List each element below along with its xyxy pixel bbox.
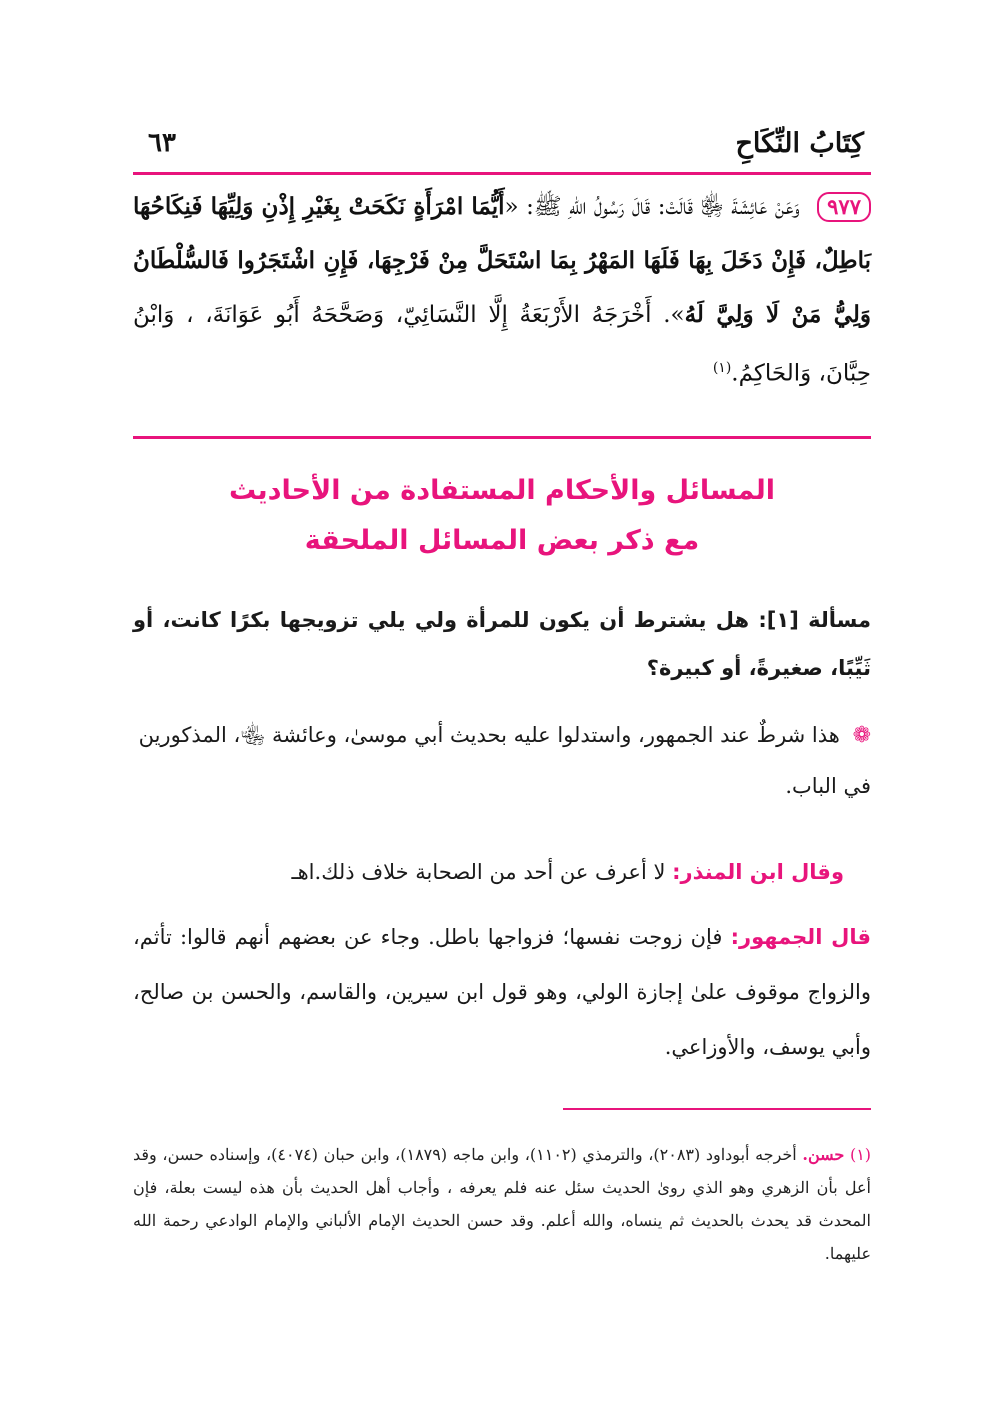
hadith-number-badge: ٩٧٧ (817, 192, 871, 222)
footnote-divider (563, 1108, 871, 1110)
hadith-intro: وَعَنْ عَائِشَةَ ﵂ قَالَتْ: قَالَ رَسُولُ اللهِ ﷺ: « (504, 194, 800, 220)
flower-ornament-icon: ❁ (852, 723, 871, 748)
answer3-text: فإن زوجت نفسها؛ فزواجها باطل. وجاء عن بعضهم أنهم قالوا: تأثم، والزواج موقوف علىٰ إجازة الولي، وهو قول ابن سيرين، والقاسم، والحسن بن صالح، وأبي يوسف، والأوزاعي. (133, 925, 871, 1059)
footnote-text: أخرجه أبوداود (٢٠٨٣)، والترمذي (١١٠٢)، وابن ماجه (١٨٧٩)، وابن حبان (٤٠٧٤)، وإسناده حسن، وقد أعل بأن الزهري وهو الذي روىٰ الحديث سئل عنه فلم يعرفه ، وأجاب أهل الحديث بأن هذه ليست بعلة، فإن المحدث قد يحدث بالحديث ثم ينساه، والله أعلم. وقد حسن الحديث الإمام الألباني والإمام الوادعي رحمة الله عليهما. (133, 1145, 871, 1263)
footnote-number: (١) (849, 1145, 872, 1164)
ibn-almundhir-label: وقال ابن المنذر: (672, 860, 844, 884)
question-paragraph (133, 596, 871, 692)
section-title-line2: مع ذكر بعض المسائل الملحقة (304, 525, 700, 556)
answer-paragraph-2 (133, 848, 844, 896)
hadith-matn: أَيُّمَا امْرَأَةٍ نَكَحَتْ بِغَيْرِ إِذْنِ وَلِيِّهَا فَنِكَاحُهَا بَاطِلٌ، فَإِنْ دَخَلَ بِهَا فَلَهَا المَهْرُ بِمَا اسْتَحَلَّ مِنْ فَرْجِهَا، فَإِنِ اشْتَجَرُوا فَالسُّلْطَانُ وَلِيُّ مَنْ لَا وَلِيَّ لَهُ (133, 193, 872, 328)
answer-paragraph-1 (133, 710, 871, 811)
header-divider (133, 172, 871, 175)
hadith-outro: ». أَخْرَجَهُ الأَرْبَعَةُ إِلَّا النَّسَائِيّ، وَصَحَّحَهُ أَبُو عَوَانَةَ، ، وَابْنُ حِبَّانَ، وَالحَاكِمُ. (133, 302, 871, 387)
jumhur-label: قال الجمهور: (730, 925, 871, 949)
page-header (140, 128, 864, 168)
answer-paragraph-3 (133, 910, 871, 1075)
footnote-grade: حسن. (802, 1145, 845, 1164)
question-text: هل يشترط أن يكون للمرأة ولي يلي تزويجها بكرًا كانت، أو ثَيِّبًا، صغيرةً، أو كبيرة؟ (133, 608, 871, 680)
section-heading (133, 466, 871, 566)
question-label: مسألة [١]: (758, 608, 871, 632)
section-divider (133, 436, 871, 439)
answer1-text: هذا شرطٌ عند الجمهور، واستدلوا عليه بحديث أبي موسىٰ، وعائشة ﵄، المذكورين في الباب. (138, 723, 871, 798)
answer2-text: لا أعرف عن أحد من الصحابة خلاف ذلك.اهـ (291, 860, 666, 884)
section-title-line1: المسائل والأحكام المستفادة من الأحاديث (228, 475, 776, 506)
footnote-marker[interactable]: (١) (712, 360, 732, 376)
page-number: ٦٣ (148, 128, 176, 158)
book-title: كِتَابُ النِّكَاحِ (735, 128, 864, 159)
hadith-text (133, 180, 871, 401)
footnote (133, 1138, 871, 1270)
